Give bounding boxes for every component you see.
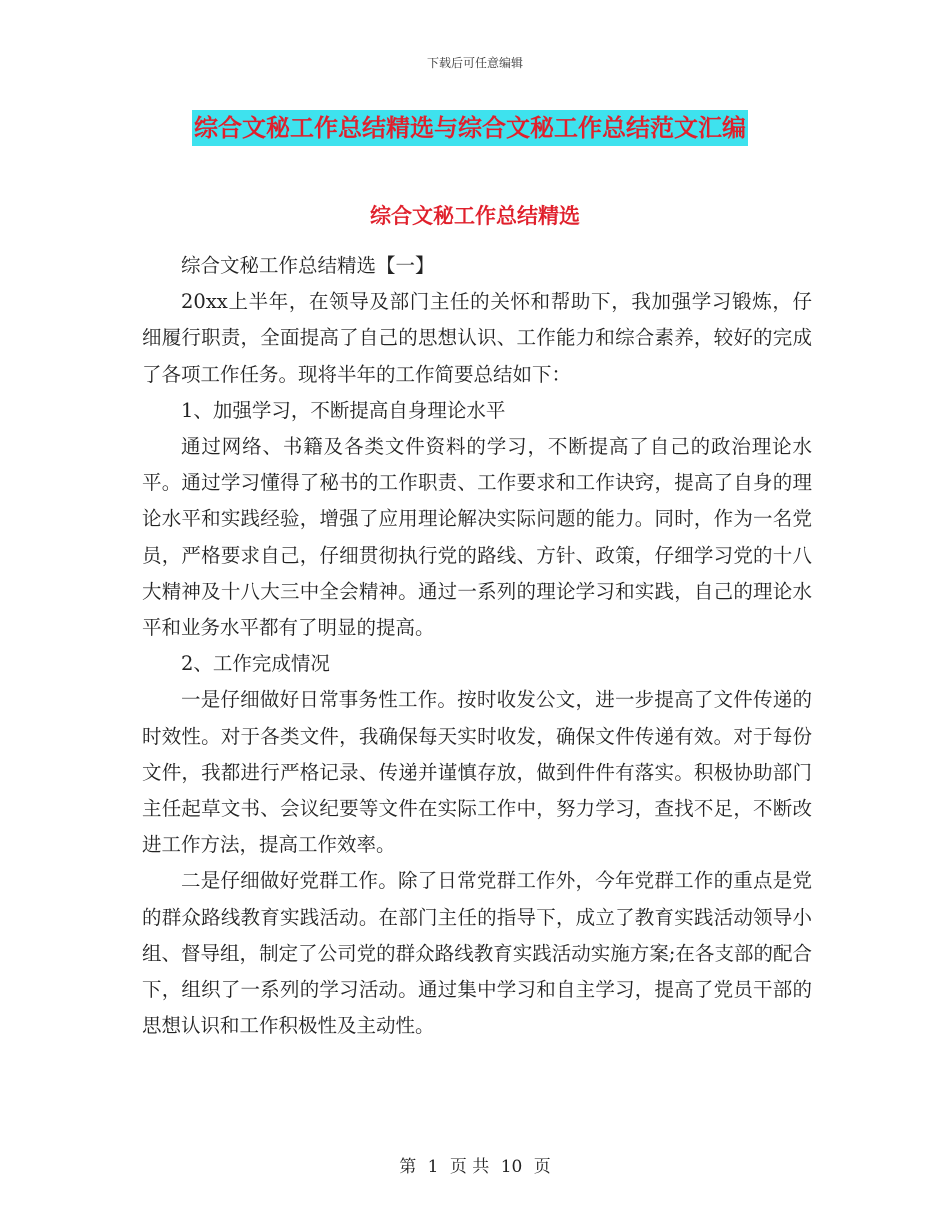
paragraph: 二是仔细做好党群工作。除了日常党群工作外，今年党群工作的重点是党的群众路线教育实践活动。在部门主任的指导下，成立了教育实践活动领导小组、督导组，制定了公司党的群众路线教育实践活动实施方案;在各支部的配合下，组织了一系列的学习活动。通过集中学习和自主学习，提高了党员干部的思想认识和工作积极性及主动性。 <box>142 869 812 1038</box>
section-title: 综合文秘工作总结精选 <box>370 204 580 228</box>
subheading: 1、加强学习，不断提高自身理论水平 <box>181 398 506 422</box>
body-text <box>142 248 812 1044</box>
footer-page-number: 1 <box>427 1157 439 1177</box>
document-title: 综合文秘工作总结精选与综合文秘工作总结范文汇编 <box>192 110 748 146</box>
page-footer <box>0 1152 950 1177</box>
paragraph-heading: 综合文秘工作总结精选【一】 <box>181 254 435 277</box>
subheading: 2、工作完成情况 <box>181 652 330 676</box>
footer-prefix: 第 <box>399 1157 417 1177</box>
footer-suffix: 页 <box>533 1157 551 1177</box>
paragraph: 通过网络、书籍及各类文件资料的学习，不断提高了自己的政治理论水平。通过学习懂得了秘书的工作职责、工作要求和工作诀窍，提高了自身的理论水平和实践经验，增强了应用理论解决实际问题的能力。同时，作为一名党员，严格要求自己，仔细贯彻执行党的路线、方针、政策，仔细学习党的十八大精神及十八大三中全会精神。通过一系列的理论学习和实践，自己的理论水平和业务水平都有了明显的提高。 <box>142 435 812 640</box>
header-note: 下载后可任意编辑 <box>426 56 523 70</box>
paragraph: 20xx上半年，在领导及部门主任的关怀和帮助下，我加强学习锻炼，仔细履行职责，全面提高了自己的思想认识、工作能力和综合素养，较好的完成了各项工作任务。现将半年的工作简要总结如下： <box>142 290 812 386</box>
footer-total-pages: 10 <box>500 1157 523 1177</box>
footer-middle: 页 共 <box>449 1157 490 1177</box>
paragraph: 一是仔细做好日常事务性工作。按时收发公文，进一步提高了文件传递的时效性。对于各类文件，我确保每天实时收发，确保文件传递有效。对于每份文件，我都进行严格记录、传递并谨慎存放，做到件件有落实。积极协助部门主任起草文书、会议纪要等文件在实际工作中，努力学习，查找不足，不断改进工作方法，提高工作效率。 <box>142 688 812 857</box>
